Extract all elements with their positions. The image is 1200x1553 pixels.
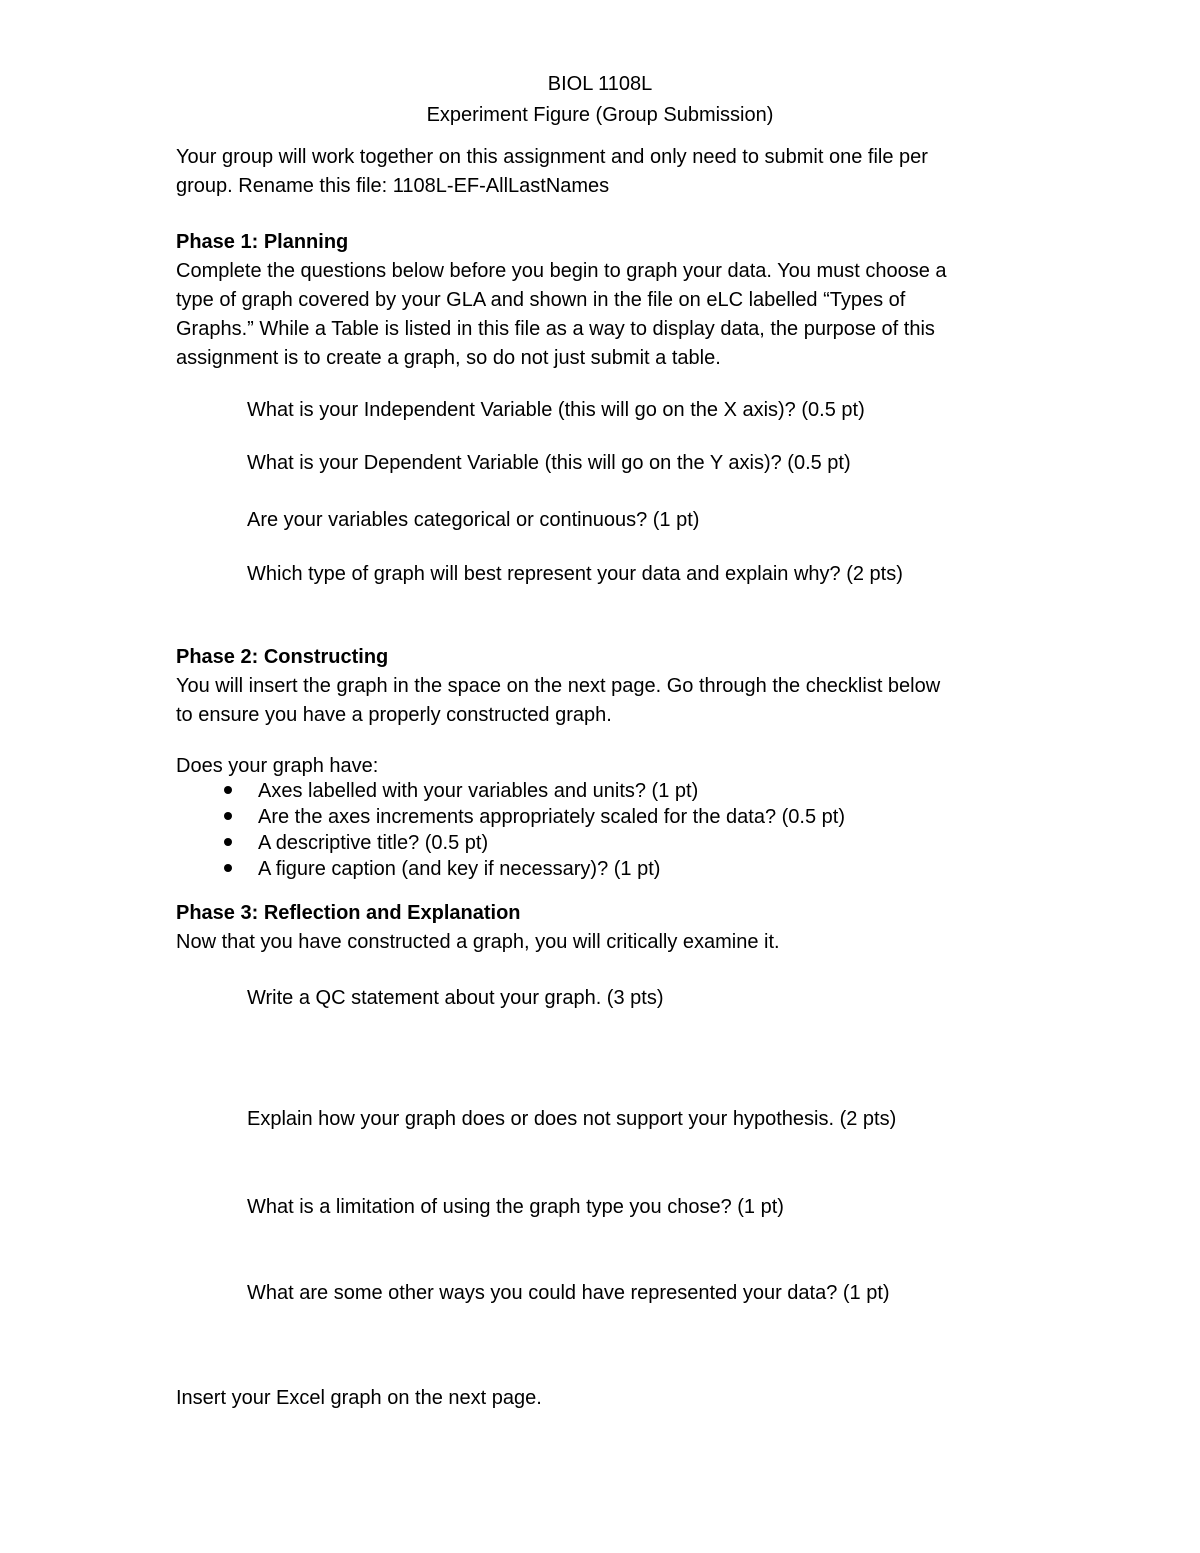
phase2-heading: Phase 2: Constructing [176, 646, 389, 668]
phase1-line-2: type of graph covered by your GLA and shown in the file on eLC labelled “Types of [176, 289, 906, 311]
phase3-question-other-ways: What are some other ways you could have represented your data? (1 pt) [247, 1282, 890, 1304]
phase1-line-4: assignment is to create a graph, so do not just submit a table. [176, 347, 721, 369]
phase1-line-1: Complete the questions below before you begin to graph your data. You must choose a [176, 260, 947, 282]
phase1-question-variable-type: Are your variables categorical or continuous? (1 pt) [247, 509, 700, 531]
checklist-intro: Does your graph have: [176, 755, 379, 777]
bullet-icon [224, 864, 232, 872]
phase3-line: Now that you have constructed a graph, you will critically examine it. [176, 931, 780, 953]
checklist-item: Are the axes increments appropriately scaled for the data? (0.5 pt) [258, 806, 845, 828]
phase1-question-graph-type: Which type of graph will best represent your data and explain why? (2 pts) [247, 563, 903, 585]
checklist-item: Axes labelled with your variables and units? (1 pt) [258, 780, 699, 802]
phase3-heading: Phase 3: Reflection and Explanation [176, 902, 521, 924]
phase2-line-1: You will insert the graph in the space on the next page. Go through the checklist below [176, 675, 941, 697]
bullet-icon [224, 812, 232, 820]
checklist-item: A descriptive title? (0.5 pt) [258, 832, 489, 854]
phase3-question-qc-statement: Write a QC statement about your graph. (3 pts) [247, 987, 664, 1009]
intro-line-2: group. Rename this file: 1108L-EF-AllLastNames [176, 175, 610, 197]
phase1-question-independent-variable: What is your Independent Variable (this will go on the X axis)? (0.5 pt) [247, 399, 865, 421]
phase1-question-dependent-variable: What is your Dependent Variable (this will go on the Y axis)? (0.5 pt) [247, 452, 851, 474]
phase1-line-3: Graphs.” While a Table is listed in this file as a way to display data, the purpose of this [176, 318, 935, 340]
phase3-question-limitation: What is a limitation of using the graph type you chose? (1 pt) [247, 1196, 784, 1218]
checklist-item: A figure caption (and key if necessary)? (1 pt) [258, 858, 661, 880]
phase2-line-2: to ensure you have a properly constructed graph. [176, 704, 612, 726]
insert-graph-instruction: Insert your Excel graph on the next page. [176, 1387, 542, 1409]
bullet-icon [224, 838, 232, 846]
bullet-icon [224, 786, 232, 794]
phase3-question-hypothesis: Explain how your graph does or does not support your hypothesis. (2 pts) [247, 1108, 897, 1130]
intro-line-1: Your group will work together on this assignment and only need to submit one file per [176, 146, 928, 168]
document-title: Experiment Figure (Group Submission) [426, 104, 774, 126]
phase1-heading: Phase 1: Planning [176, 231, 349, 253]
course-code: BIOL 1108L [547, 73, 653, 95]
